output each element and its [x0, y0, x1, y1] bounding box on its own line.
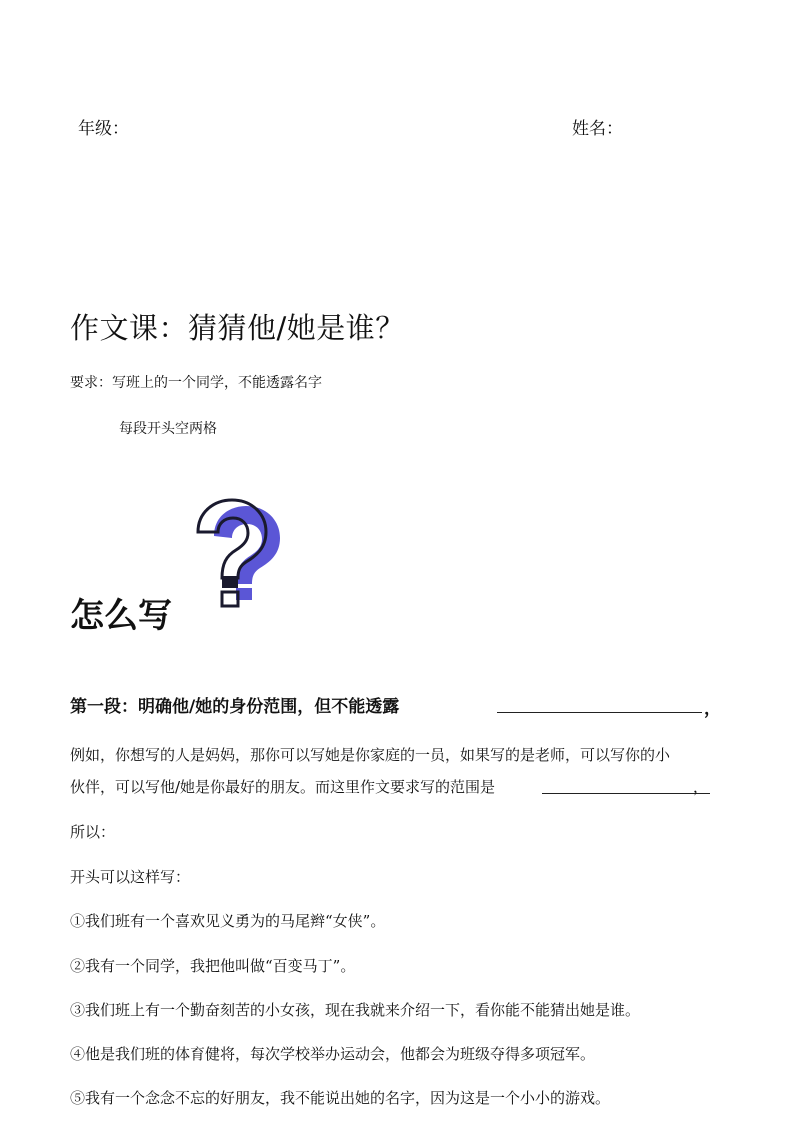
so-label: 所以： — [70, 823, 116, 841]
sample-sentence-3: ③我们班上有一个勤奋刻苦的小女孩，现在我就来介绍一下，看你能不能猜出她是谁。 — [70, 1001, 641, 1019]
how-to-write-heading: 怎么写 — [70, 596, 172, 636]
example-line-2: 伙伴，可以写他/她是你最好的朋友。而这里作文要求写的范围是 — [70, 778, 496, 796]
requirement-line-2: 每段开头空两格 — [119, 421, 217, 437]
sample-sentence-4: ④他是我们班的体育健将，每次学校举办运动会，他都会为班级夺得多项冠军。 — [70, 1045, 596, 1063]
example-line-1: 例如，你想写的人是妈妈，那你可以写她是你家庭的一员，如果写的是老师，可以写你的小 — [70, 746, 671, 764]
fill-blank-2[interactable] — [542, 793, 710, 794]
question-mark-icon — [190, 494, 290, 614]
requirement-line-1: 要求：写班上的一个同学，不能透露名字 — [70, 375, 322, 391]
sample-sentence-1: ①我们班有一个喜欢见义勇为的马尾辫“女侠”。 — [70, 912, 386, 930]
paragraph1-heading: 第一段：明确他/她的身份范围，但不能透露 — [70, 697, 400, 717]
opening-label: 开头可以这样写： — [70, 868, 191, 886]
name-label: 姓名： — [572, 119, 623, 139]
paragraph1-heading-end: ， — [704, 699, 721, 719]
example-line-2-end: ， — [693, 778, 709, 796]
sample-sentence-5: ⑤我有一个念念不忘的好朋友，我不能说出她的名字，因为这是一个小小的游戏。 — [70, 1089, 611, 1107]
grade-label: 年级： — [78, 119, 129, 139]
sample-sentence-2: ②我有一个同学，我把他叫做“百变马丁”。 — [70, 957, 356, 975]
fill-blank-1[interactable] — [497, 712, 702, 713]
page-title: 作文课：猜猜他/她是谁？ — [70, 311, 405, 345]
